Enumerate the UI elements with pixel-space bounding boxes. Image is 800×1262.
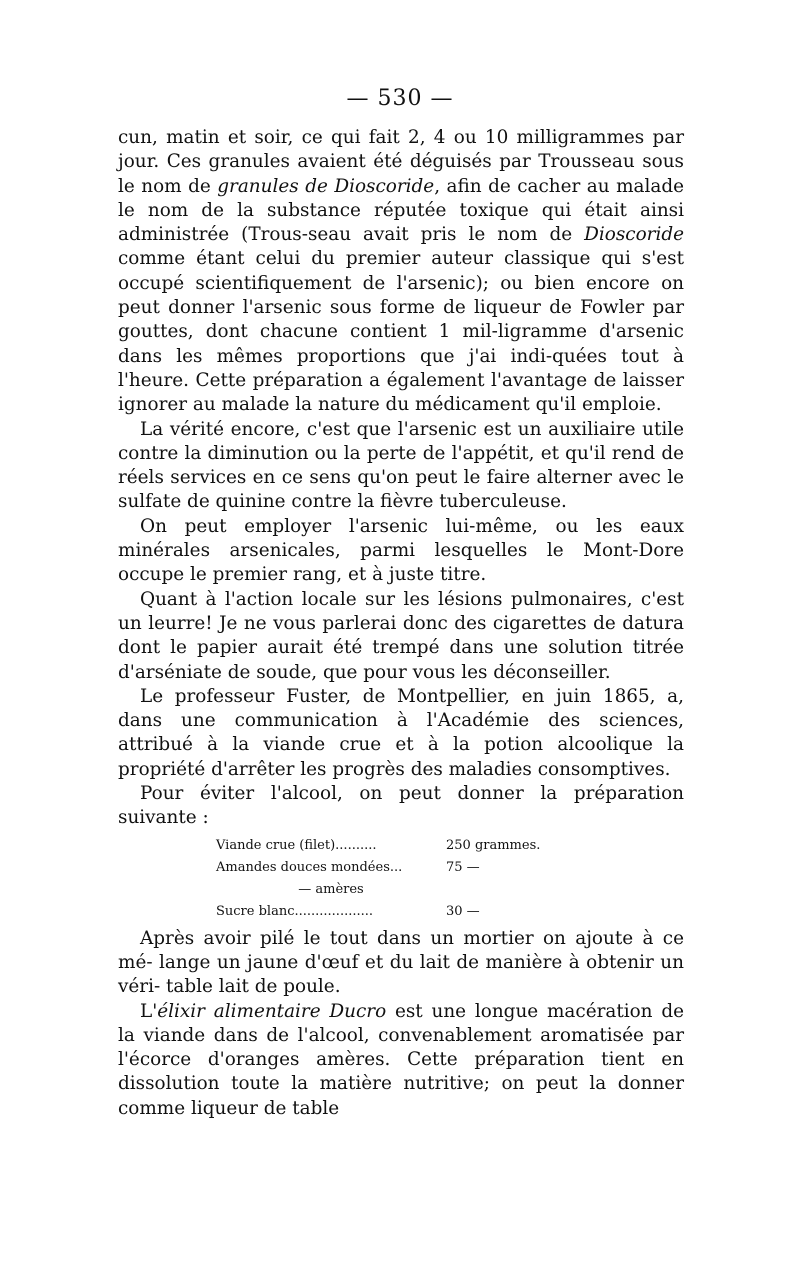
ingredient-name: Amandes douces mondées... — [216, 859, 403, 875]
ingredient-name: Viande crue (filet).......... — [216, 837, 377, 853]
recipe-row — [216, 879, 576, 901]
recipe-table — [216, 835, 576, 923]
ingredient-quantity: 250 grammes. — [446, 837, 541, 853]
recipe-row — [216, 835, 576, 857]
ingredient-name: — amères — [298, 881, 364, 897]
paragraph: L'élixir alimentaire Ducro est une longue macération de la viande dans de l'alcool, convenablement aromatisée par l'écorce d'oranges amères. Cette préparation tient en dissolution toute la matière nutritive; on peut la donner comme liqueur de table — [118, 1000, 684, 1119]
paragraph-continued: cun, matin et soir, ce qui fait 2, 4 ou 10 milligrammes par jour. Ces granules avaient été déguisés par Trousseau sous le nom de granules de Dioscoride, afin de cacher au malade le nom de la substance réputée toxique qui était ainsi administrée (Trous-seau avait pris le nom de Dioscoride comme étant celui du premier auteur classique qui s'est occupé scientifiquement de l'arsenic); ou bien encore on peut donner l'arsenic sous forme de liqueur de Fowler par gouttes, dont chacune contient 1 mil-ligramme d'arsenic dans les mêmes proportions que j'ai indi-quées tout à l'heure. Cette préparation a également l'avantage de laisser ignorer au malade la nature du médicament qu'il emploie. — [118, 127, 685, 416]
paragraph: Après avoir pilé le tout dans un mortier on ajoute à ce mé- lange un jaune d'œuf et du lait de manière à obtenir un véri- table lait de poule. — [118, 927, 684, 998]
emphasis: Dioscoride — [584, 224, 684, 246]
emphasis: élixir alimentaire Ducro — [157, 1000, 387, 1022]
recipe-row — [216, 901, 576, 923]
ingredient-quantity: 30 — — [446, 903, 480, 919]
body-text — [118, 126, 684, 1121]
paragraph: La vérité encore, c'est que l'arsenic est un auxiliaire utile contre la diminution ou la perte de l'appétit, et qu'il rend de réels services en ce sens qu'on peut le faire alterner avec le sulfate de quinine contre la fièvre tuberculeuse. — [118, 418, 684, 513]
paragraph: Quant à l'action locale sur les lésions pulmonaires, c'est un leurre! Je ne vous parlerai donc des cigarettes de datura dont le papier aurait été trempé dans une solution titrée d'arséniate de soude, que pour vous les déconseiller. — [118, 588, 684, 683]
paragraph: Le professeur Fuster, de Montpellier, en juin 1865, a, dans une communication à l'Académie des sciences, attribué à la viande crue et à la potion alcoolique la propriété d'arrêter les progrès des maladies consomptives. — [118, 685, 684, 780]
recipe-row — [216, 857, 576, 879]
ingredient-name: Sucre blanc................... — [216, 903, 373, 919]
page-number: — 530 — — [346, 86, 454, 111]
paragraph: Pour éviter l'alcool, on peut donner la préparation suivante : — [118, 783, 684, 829]
ingredient-quantity — [446, 879, 576, 901]
emphasis: granules de Dioscoride — [217, 175, 435, 197]
ingredient-quantity: 75 — — [446, 859, 480, 875]
paragraph: On peut employer l'arsenic lui-même, ou les eaux minérales arsenicales, parmi lesquelles le Mont-Dore occupe le premier rang, et à juste titre. — [118, 515, 684, 586]
